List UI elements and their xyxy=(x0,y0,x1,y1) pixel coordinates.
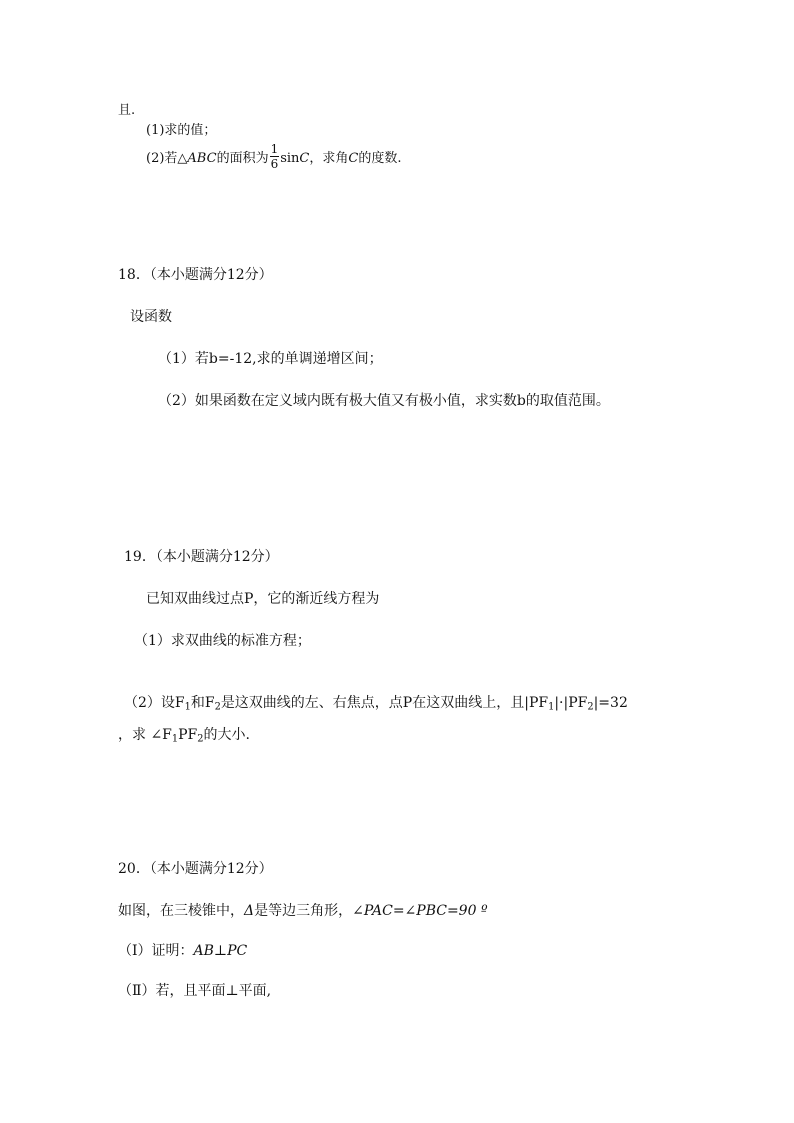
p20-part1-formula: AB⊥PC xyxy=(193,943,248,959)
p17-angle-text: ，求角 xyxy=(309,151,349,166)
p18-header: 18．（本小题满分12分） xyxy=(118,267,273,283)
p19-sub3: 1 xyxy=(548,701,555,713)
p19-part2-line1 xyxy=(124,696,628,712)
p20-part1 xyxy=(118,944,247,958)
p20-intro xyxy=(118,904,488,918)
p17-var-c2: C xyxy=(348,151,359,166)
p18-part2: （2）如果函数在定义域内既有极大值又有极小值，求实数b的取值范围。 xyxy=(158,393,610,409)
p18-intro: 设函数 xyxy=(130,309,172,325)
p19-text-f: ，求 ∠F xyxy=(118,727,172,743)
p19-text-e: |=32 xyxy=(593,695,628,711)
p20-part2: （Ⅱ）若，且平面⊥平面, xyxy=(118,983,272,999)
p19-sub5: 1 xyxy=(171,733,179,745)
p19-sub1: 1 xyxy=(184,701,191,713)
p17-part1: (1)求的值； xyxy=(146,123,217,138)
p17-part2 xyxy=(146,144,401,173)
p19-text-d: |·|PF xyxy=(554,695,588,711)
p19-text-c: 是这双曲线的左、右焦点，点P在这双曲线上，且|PF xyxy=(220,695,549,711)
p19-sub2: 2 xyxy=(214,701,221,713)
p20-intro-b: 是等边三角形， xyxy=(254,903,353,919)
p19-sub6: 2 xyxy=(197,733,204,745)
p17-part2-prefix: (2)若△ xyxy=(146,151,188,166)
p20-angles: ∠PAC=∠PBC=90 º xyxy=(352,903,488,919)
p17-fraction xyxy=(270,142,280,171)
p17-area-text: 的面积为 xyxy=(216,151,269,166)
p19-part2-line2 xyxy=(118,728,250,744)
p19-text-h: 的大小. xyxy=(203,727,250,743)
p19-text-a: （2）设F xyxy=(124,695,185,711)
p20-intro-a: 如图，在三棱锥中， xyxy=(118,903,244,919)
p19-sub4: 2 xyxy=(587,701,594,713)
p19-header: 19．（本小题满分12分） xyxy=(124,549,279,565)
p17-triangle-abc: ABC xyxy=(187,151,217,166)
p19-text-b: 和F xyxy=(190,695,215,711)
p20-header: 20．（本小题满分12分） xyxy=(118,861,273,877)
p17-frac-num: 1 xyxy=(270,142,279,156)
p19-text-g: PF xyxy=(178,727,198,743)
p17-var-c: C xyxy=(299,151,310,166)
p17-qie: 且. xyxy=(118,103,136,118)
p17-sin: sin xyxy=(280,151,300,166)
p20-delta: Δ xyxy=(244,903,255,919)
p19-intro: 已知双曲线过点P，它的渐近线方程为 xyxy=(146,591,380,607)
p17-degree-text: 的度数. xyxy=(358,151,402,166)
p19-part1: （1）求双曲线的标准方程； xyxy=(134,633,311,649)
p18-part1: （1）若b=-12,求的单调递增区间； xyxy=(158,351,383,367)
p20-part1-label: （Ⅰ）证明： xyxy=(118,943,194,959)
p17-frac-den: 6 xyxy=(270,157,279,171)
